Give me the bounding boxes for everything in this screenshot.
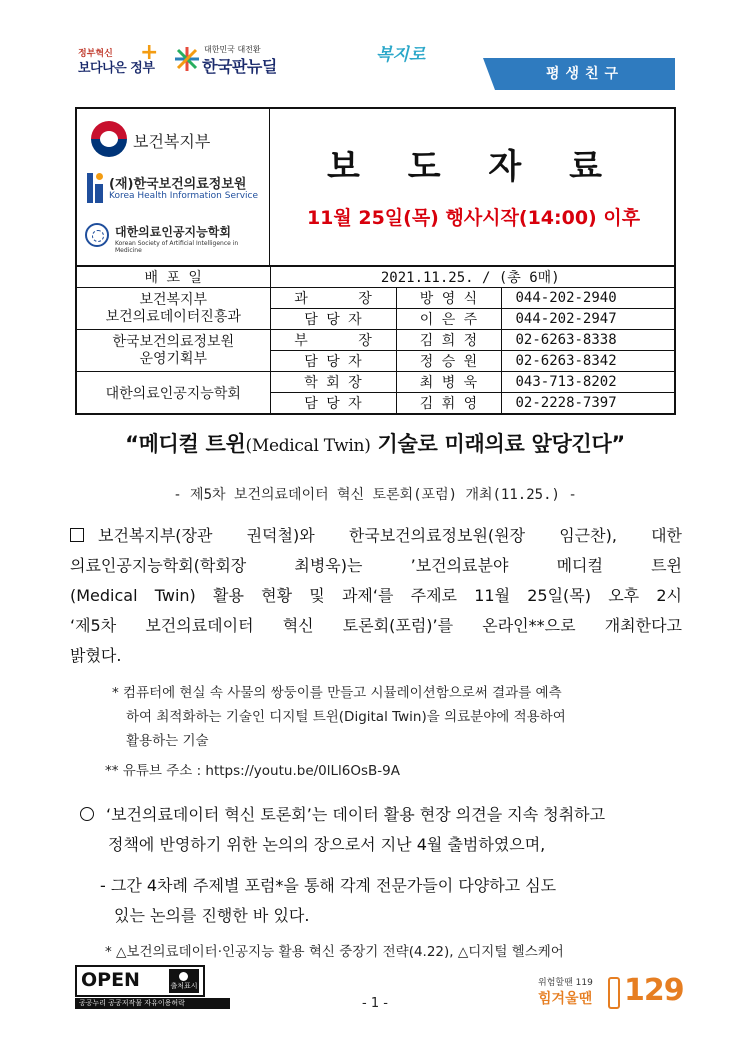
subheadline: - 제5차 보건의료데이터 혁신 토론회(포럼) 개최(11.25.) - (173, 487, 577, 503)
hi-logo-icon (85, 173, 105, 203)
newdeal-star-icon (174, 46, 200, 72)
phone-icon (608, 977, 620, 1009)
footnote-line: 활용하는 기술 (126, 733, 209, 749)
khis-logo (85, 171, 265, 211)
mohw-logo (85, 119, 265, 159)
paragraph-history (100, 871, 685, 931)
paragraph-text: 보건복지부(장관 권덕철)와 한국보건의료정보원(원장 임근찬), 대한 (98, 526, 682, 545)
table-row (76, 288, 675, 309)
contact-role: 담 당 자 (270, 309, 396, 330)
org1-name: 보건복지부 (133, 132, 211, 151)
government-innovation-logo (78, 40, 159, 78)
open-text: OPEN (81, 969, 140, 991)
table-row (76, 372, 675, 393)
bokjiro-text: 복지로 (376, 45, 426, 65)
contact-person: 정 승 원 (396, 351, 501, 372)
paragraph-line: - 그간 4차례 주제별 포럼*을 통해 각계 전문가들이 다양하고 심도 (100, 876, 557, 895)
contact-org: 한국보건의료정보원 운영기획부 (76, 330, 270, 372)
attribution-icon: 출처표시 (169, 969, 199, 993)
square-bullet-icon (70, 528, 84, 542)
headline-part-b: (Medical Twin) (245, 436, 371, 456)
footnote-line: 하여 최적화하는 기술인 디지털 트윈(Digital Twin)을 의료분야에 적용하여 (126, 709, 566, 725)
table-row (76, 266, 675, 288)
hotline-logo (538, 973, 683, 1013)
org2-subtitle: Korea Health Information Service (109, 191, 259, 201)
paragraph-line: 의료인공지능학회(학회장 최병욱)는 ’보건의료분야 메디컬 트윈 (70, 556, 682, 575)
contact-person: 이 은 주 (396, 309, 501, 330)
contact-phone: 02-2228-7397 (501, 393, 675, 415)
contact-person: 최 병 욱 (396, 372, 501, 393)
contact-phone: 02-6263-8342 (501, 351, 675, 372)
page-title: 보 도 자 료 (327, 147, 620, 187)
headline (0, 428, 750, 458)
embargo-notice: 11월 25일(목) 행사시작(14:00) 이후 (306, 207, 641, 229)
newdeal-main: 한국판뉴딜 (202, 57, 277, 76)
circle-bullet-icon (80, 807, 94, 821)
contact-phone: 044-202-2940 (501, 288, 675, 309)
paragraph-line: (Medical Twin) 활용 현황 및 과제‘를 주제로 11월 25일(목) 오후 2시 (70, 586, 682, 605)
contact-person: 방 영 식 (396, 288, 501, 309)
org3-name: 대한의료인공지능학회 (115, 225, 231, 239)
footnote-forums: * △보건의료데이터·인공지능 활용 혁신 중장기 전략(4.22), △디지털 헬스케어 (105, 944, 564, 960)
dist-value: 2021.11.25. / (총 6매) (270, 266, 675, 288)
lifelong-friend-banner: 평생친구 (495, 58, 675, 90)
paragraph-line (80, 800, 685, 830)
contact-role: 부 장 (270, 330, 396, 351)
contact-person: 김 휘 영 (396, 393, 501, 415)
paragraph-line: ‘제5차 보건의료데이터 혁신 토론회(포럼)’를 온라인**으로 개최한다고 (70, 616, 682, 635)
hotline-main: 힘겨울땐 (538, 991, 593, 1007)
open-box (75, 965, 205, 997)
headline-part-c: 기술로 미래의료 앞당긴다” (370, 432, 625, 456)
hotline-top: 위험할땐 119 (538, 978, 593, 988)
paragraph-line: 정책에 반영하기 위한 논의의 장으로서 지난 4월 출범하였으며, (108, 835, 546, 854)
paragraph-line: 있는 논의를 진행한 바 있다. (114, 906, 310, 925)
hotline-number: 129 (624, 973, 684, 1008)
contact-role: 담 당 자 (270, 393, 396, 415)
korean-new-deal-logo (174, 42, 334, 78)
organization-logos (77, 109, 270, 265)
footnote-youtube: ** 유튜브 주소 : https://youtu.be/0lLl6OsB-9A (105, 763, 400, 779)
paragraph-forum (80, 800, 685, 860)
slogan-main: 보다나은 정부 (78, 61, 155, 76)
contact-phone: 043-713-8202 (501, 372, 675, 393)
org3-subtitle: Korean Society of Artificial Intelligence in Medicine (115, 240, 239, 254)
paragraph-line (70, 521, 682, 551)
contact-phone: 044-202-2947 (501, 309, 675, 330)
dist-label: 배 포 일 (76, 266, 270, 288)
footnote-medical-twin (112, 681, 686, 753)
bokjiro-logo (376, 40, 436, 78)
ai-society-icon (85, 223, 109, 247)
contact-table (75, 265, 676, 415)
contact-role: 과 장 (270, 288, 396, 309)
table-row (76, 330, 675, 351)
org2-name: (재)한국보건의료정보원 (109, 177, 247, 192)
contact-org: 대한의료인공지능학회 (76, 372, 270, 415)
contact-role: 학 회 장 (270, 372, 396, 393)
headline-part-a: “메디컬 트윈 (125, 432, 246, 456)
contact-org: 보건복지부 보건의료데이터진흥과 (76, 288, 270, 330)
footnote-line: * 컴퓨터에 현실 속 사물의 쌍둥이를 만들고 시뮬레이션함으로써 결과를 예측 (112, 685, 562, 701)
paragraph-line: 밝혔다. (70, 646, 122, 665)
license-caption: 공공누리 공공저작물 자유이용허락 (75, 998, 230, 1009)
taegeuk-emblem-icon (91, 121, 127, 157)
slogan-top: 정부혁신 (78, 49, 113, 59)
paragraph-text: ‘보건의료데이터 혁신 토론회’는 데이터 활용 현장 의견을 지속 청취하고 (106, 805, 606, 824)
plus-icon: + (140, 40, 159, 65)
press-release-header (75, 107, 676, 267)
page-number: - 1 - (362, 996, 388, 1011)
paragraph-intro (70, 521, 682, 671)
newdeal-top: 대한민국 대전환 (204, 45, 261, 54)
contact-role: 담 당 자 (270, 351, 396, 372)
contact-person: 김 희 정 (396, 330, 501, 351)
ksaim-logo (85, 219, 265, 257)
contact-phone: 02-6263-8338 (501, 330, 675, 351)
